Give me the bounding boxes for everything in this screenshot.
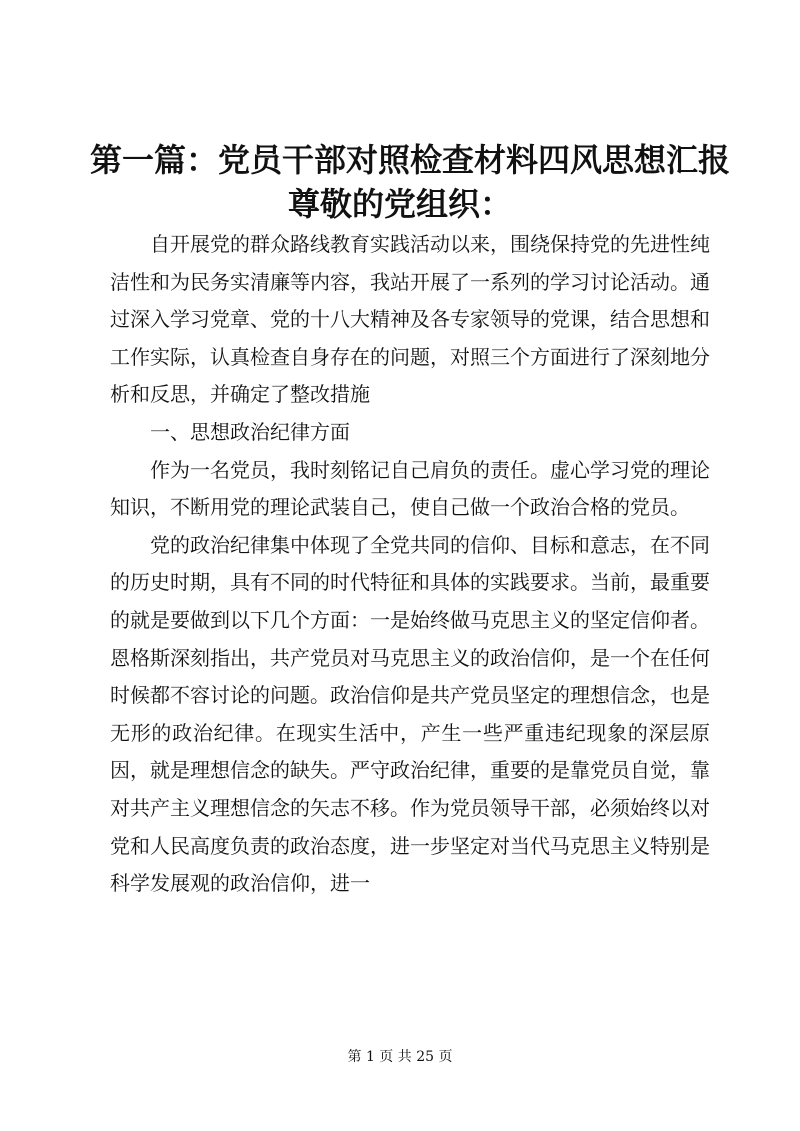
document-body	[110, 226, 710, 903]
title-line-1: 第一篇：党员干部对照检查材料四风思想汇报	[90, 141, 731, 179]
document-title	[90, 138, 731, 226]
section-heading: 一、思想政治纪律方面	[150, 419, 350, 444]
paragraph-responsibility: 作为一名党员，我时刻铭记自己肩负的责任。虚心学习党的理论知识，不断用党的理论武装自己，使自己做一个政治合格的党员。	[110, 457, 710, 520]
title-line-2: 尊敬的党组织：	[287, 185, 512, 223]
paragraph-intro: 自开展党的群众路线教育实践活动以来，围绕保持党的先进性纯洁性和为民务实清廉等内容，我站开展了一系列的学习讨论活动。通过深入学习党章、党的十八大精神及各专家领导的党课，结合思想和工作实际，认真检查自身存在的问题，对照三个方面进行了深刻地分析和反思，并确定了整改措施	[110, 232, 710, 407]
page-footer: 第 1 页 共 25 页	[347, 1049, 453, 1065]
paragraph-political-discipline: 党的政治纪律集中体现了全党共同的信仰、目标和意志，在不同的历史时期，具有不同的时代特征和具体的实践要求。当前，最重要的就是要做到以下几个方面：一是始终做马克思主义的坚定信仰者。恩格斯深刻指出，共产党员对马克思主义的政治信仰，是一个在任何时候都不容讨论的问题。政治信仰是共产党员坚定的理想信念，也是无形的政治纪律。在现实生活中，产生一些严重违纪现象的深层原因，就是理想信念的缺失。严守政治纪律，重要的是靠党员自觉，靠对共产主义理想信念的矢志不移。作为党员领导干部，必须始终以对党和人民高度负责的政治态度，进一步坚定对当代马克思主义特别是科学发展观的政治信仰，进一	[110, 532, 710, 896]
